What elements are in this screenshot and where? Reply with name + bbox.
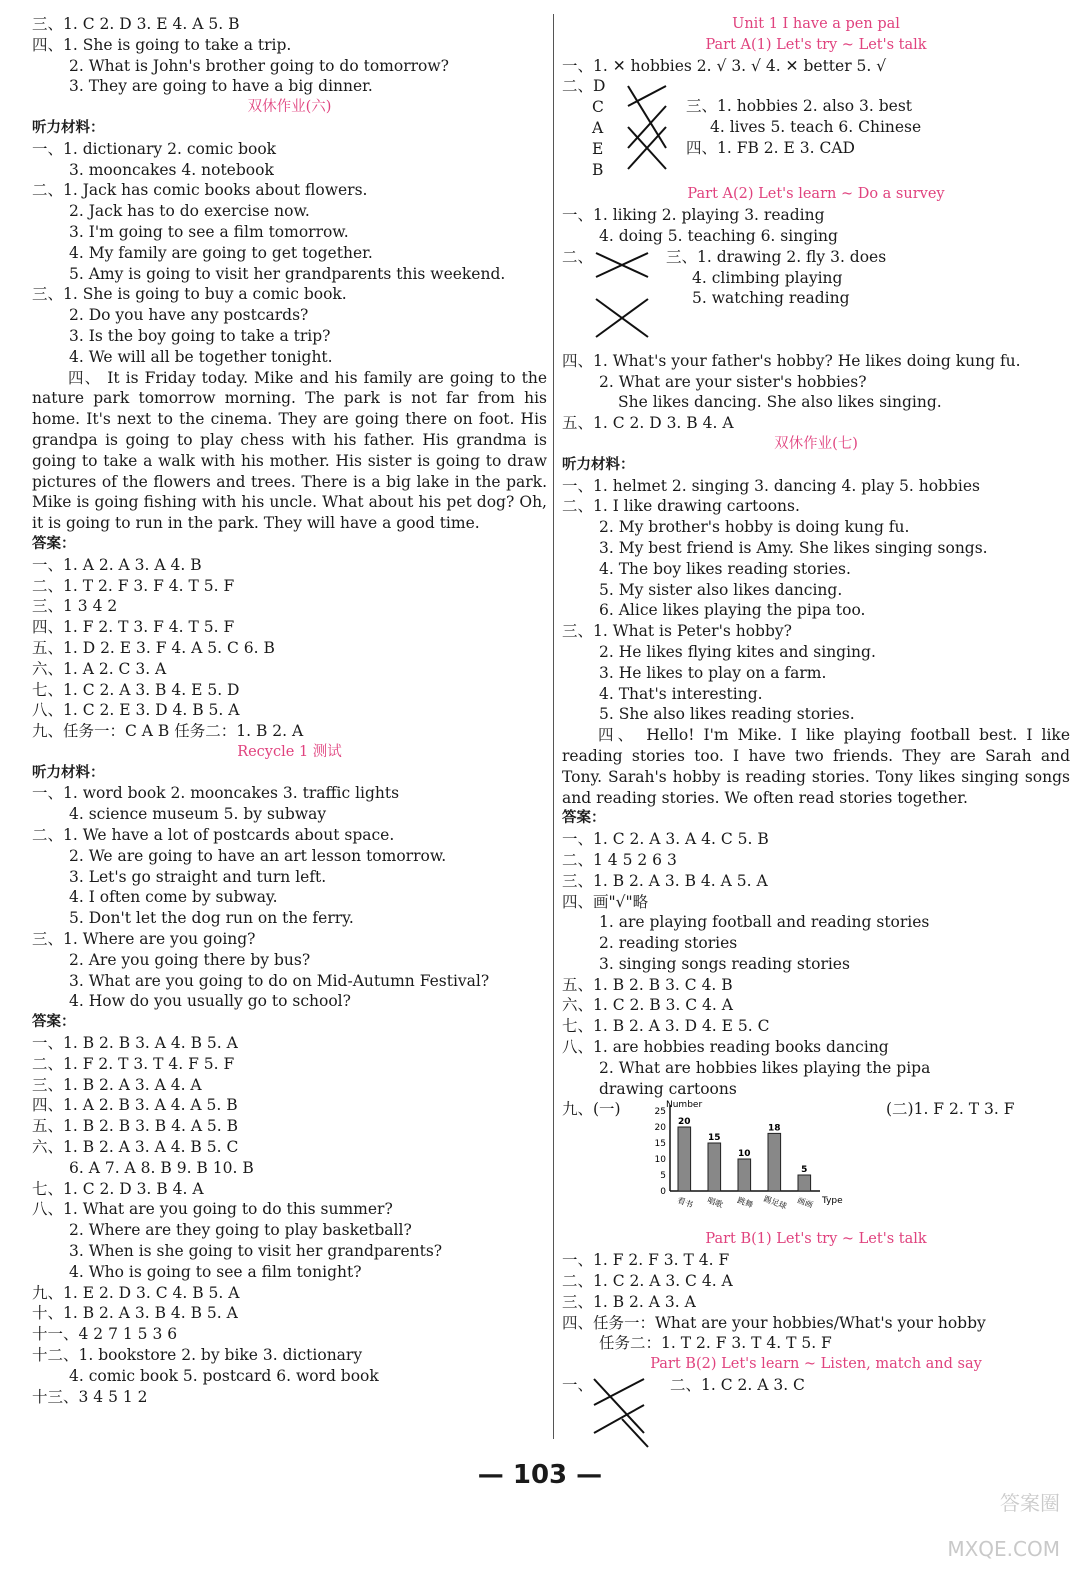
answer-line: 4. lives 5. teach 6. Chinese [710, 118, 922, 137]
bar [678, 1127, 691, 1191]
answer-line: 一、1. ✕ hobbies 2. √ 3. √ 4. ✕ better 5. √ [562, 56, 887, 75]
listening-passage: 四、 Hello! I'm Mike. I like playing football best. I like reading stories too. I have two friends. They are Sarah and Tony. Sarah's hobby is reading stories. Tony likes singing songs and reading stories. We often read stories together. [562, 726, 1070, 807]
answer-line: 三、1. drawing 2. fly 3. does [666, 247, 887, 266]
listening-passage: 四、 It is Friday today. Mike and his family are going to the nature park tomorrow morning. The park is not far from his home. It's next to the cinema. They are going there on foot. His grandpa is going to play chess with his father. His grandma is going to take a walk with his mother. His sister is going to draw pictures of the flowers and trees. There is a big lake in the park. Mike is going fishing with his uncle. What about his pet dog? Oh, it is going to run in the park. They will have a good time. [32, 368, 547, 533]
answer-line: 三、1 3 4 2 [32, 597, 118, 616]
y-tick-label: 5 [660, 1171, 666, 1182]
answer-line: 二、1. I like drawing cartoons. [562, 497, 800, 516]
bar-value-label: 15 [708, 1133, 721, 1144]
match1-letters [562, 76, 606, 184]
subsection-label: 听力材料： [562, 456, 635, 473]
right-column [562, 14, 1070, 1455]
answer-line: 六、1. B 2. A 3. A 4. B 5. C [32, 1138, 239, 1157]
category-label: 画画 [796, 1196, 815, 1211]
answer-line: 2. He likes flying kites and singing. [599, 642, 876, 661]
answer-line: 6. Alice likes playing the pipa too. [599, 601, 866, 620]
answer-line: 5. She also likes reading stories. [599, 705, 855, 724]
section-heading: Part A(2) Let's learn ~ Do a survey [687, 186, 945, 203]
answer-line: 四、1. FB 2. E 3. CAD [686, 138, 855, 157]
y-tick-label: 15 [654, 1139, 666, 1150]
answer-line: 三、1. Where are you going? [32, 930, 256, 949]
answer-line: 二、1. C 2. A 3. C 4. A [562, 1272, 733, 1291]
answer-line: 一、1. dictionary 2. comic book [32, 139, 277, 158]
answer-line: 2. Jack has to do exercise now. [69, 202, 310, 221]
answer-line: 三、1. What is Peter's hobby? [562, 622, 792, 641]
unit1-part-a2 [562, 184, 1070, 246]
answer-line: 2. My brother's hobby is doing kung fu. [599, 518, 910, 537]
bar [738, 1159, 751, 1191]
match-letter: E [592, 139, 604, 158]
x-axis-label: Type [822, 1196, 843, 1207]
watermark-logo: 答案圈 MXQE.COM [947, 1491, 1060, 1561]
match2-prefix: 二、 [562, 247, 594, 266]
answer-line: 三、1. hobbies 2. also 3. best [686, 97, 913, 116]
bar-value-label: 5 [801, 1165, 808, 1176]
answer-line: 4. My family are going to get together. [69, 243, 373, 262]
answer-line: 五、1. C 2. D 3. B 4. A [562, 414, 734, 433]
answer-line: 四、画"√"略 [562, 892, 649, 911]
answer-line: 2. We are going to have an art lesson tomorrow. [69, 846, 447, 865]
answer-line: 四、1. What's your father's hobby? He likes doing kung fu. [562, 351, 1021, 370]
answer-line: 十、1. B 2. A 3. B 4. B 5. A [32, 1304, 238, 1323]
unit1-part-a1 [562, 14, 1070, 76]
answer-line: 七、1. B 2. A 3. D 4. E 5. C [562, 1017, 770, 1036]
answer-line: 4. Who is going to see a film tonight? [69, 1262, 362, 1281]
weekend-homework-7 [562, 351, 1070, 1100]
answer-line: 2. Are you going there by bus? [69, 950, 311, 969]
answer-line: 二、1. We have a lot of postcards about space. [32, 826, 395, 845]
answer-line: 二、1. Jack has comic books about flowers. [32, 181, 368, 200]
answer-line: 2. What are hobbies likes playing the pipa [599, 1058, 931, 1077]
y-tick-label: 10 [654, 1155, 666, 1166]
match2-lines [592, 247, 664, 343]
bar-value-label: 20 [678, 1117, 691, 1128]
match3-prefix: 一、 [562, 1376, 594, 1395]
answer-line: 5. My sister also likes dancing. [599, 580, 843, 599]
answer-line: 5. watching reading [692, 289, 850, 308]
section-heading: Part B(2) Let's learn ~ Listen, match and say [650, 1356, 982, 1373]
section-heading: Part A(1) Let's try ~ Let's talk [705, 36, 927, 53]
answer-line: 5. Amy is going to visit her grandparents this weekend. [69, 264, 506, 283]
answer-line: 三、1. C 2. D 3. E 4. A 5. B [32, 15, 240, 33]
answer-line: 六、1. C 2. B 3. C 4. A [562, 996, 733, 1015]
answer-line: 一、1. liking 2. playing 3. reading [562, 206, 825, 225]
subsection-label: 答案： [562, 810, 606, 827]
category-label: 唱歌 [706, 1196, 725, 1211]
answer-line: 3. mooncakes 4. notebook [69, 160, 274, 179]
answer-line: 2. Where are they going to play basketball? [69, 1221, 412, 1240]
answer-line: 4. How do you usually go to school? [69, 992, 351, 1011]
answer-line: She likes dancing. She also likes singing. [618, 393, 942, 412]
answer-line: 一、1. A 2. A 3. A 4. B [32, 555, 202, 574]
section-heading: 双休作业(六) [247, 99, 332, 116]
answer-line: 2. What is John's brother going to do tomorrow? [69, 56, 449, 75]
answer-line: 八、1. are hobbies reading books dancing [562, 1038, 889, 1057]
answer-line: 3. I'm going to see a film tomorrow. [69, 222, 349, 241]
answer-line: 4. doing 5. teaching 6. singing [599, 226, 838, 245]
subsection-label: 听力材料： [32, 119, 105, 136]
answer-line: 3. My best friend is Amy. She likes singing songs. [599, 538, 988, 557]
chart-row [562, 1099, 1070, 1229]
answer-line: 3. When is she going to visit her grandparents? [69, 1242, 443, 1261]
hobby-bar-chart [640, 1099, 843, 1223]
section-heading: Part B(1) Let's try ~ Let's talk [705, 1231, 927, 1248]
answer-line: 三、1. B 2. A 3. B 4. A 5. A [562, 871, 768, 890]
answer-line: 十三、3 4 5 1 2 [32, 1387, 148, 1406]
page-number: — 103 — [477, 1460, 603, 1490]
matching-block-1 [562, 76, 1070, 184]
bar-value-label: 10 [738, 1149, 751, 1160]
match-letter: A [592, 118, 604, 137]
answer-line: 4. climbing playing [692, 268, 843, 287]
category-label: 跳舞 [736, 1196, 755, 1211]
answer-line: 四、1. F 2. T 3. F 4. T 5. F [32, 618, 235, 637]
answer-line: 七、1. C 2. A 3. B 4. E 5. D [32, 680, 240, 699]
category-label: 踢足球 [762, 1194, 788, 1212]
answer-line: 三、1. B 2. A 3. A [562, 1292, 696, 1311]
bar-value-label: 18 [768, 1123, 781, 1134]
answer-line: 二、1 4 5 2 6 3 [562, 850, 677, 869]
match3-lines [592, 1375, 664, 1451]
answer-line: 4. That's interesting. [599, 684, 763, 703]
answer-line: 2. What are your sister's hobbies? [599, 372, 867, 391]
answer-line: 4. We will all be together tonight. [69, 347, 333, 366]
answer-line: 十一、4 2 7 1 5 3 6 [32, 1325, 178, 1344]
chart-prefix: 九、(一) [562, 1100, 621, 1119]
section-heading: Unit 1 I have a pen pal [732, 16, 900, 32]
answer-line: 3. What are you going to do on Mid-Autumn Festival? [69, 971, 490, 990]
matching-block-2 [562, 247, 1070, 351]
answer-line: 4. science museum 5. by subway [69, 805, 327, 824]
bar [798, 1175, 811, 1191]
y-axis-label: Number [666, 1100, 703, 1111]
answer-line: 1. are playing football and reading stories [599, 913, 930, 932]
y-tick-label: 25 [654, 1107, 666, 1118]
matching-block-3 [562, 1375, 1070, 1455]
match2-answers [664, 247, 886, 351]
bar [768, 1134, 781, 1192]
answer-line: 4. The boy likes reading stories. [599, 559, 851, 578]
bar [708, 1143, 721, 1191]
answer-line: 任务二：1. T 2. F 3. T 4. T 5. F [599, 1334, 832, 1353]
answer-line: 5. Don't let the dog run on the ferry. [69, 909, 354, 928]
answer-line: 二、1. T 2. F 3. F 4. T 5. F [32, 576, 235, 595]
match1-lines [606, 76, 686, 180]
answer-line: 九、任务一：C A B 任务二：1. B 2. A [32, 722, 304, 741]
answer-line: 三、1. She is going to buy a comic book. [32, 285, 347, 304]
answer-line: 四、任务一：What are your hobbies/What's your hobby [562, 1313, 986, 1332]
answer-line: 一、1. word book 2. mooncakes 3. traffic lights [32, 784, 400, 803]
answer-line: 一、1. B 2. B 3. A 4. B 5. A [32, 1034, 238, 1053]
answer-line: 四、1. A 2. B 3. A 4. A 5. B [32, 1096, 238, 1115]
answer-line: 2. Do you have any postcards? [69, 306, 309, 325]
subsection-label: 答案： [32, 1014, 76, 1031]
answer-line: 2. reading stories [599, 934, 738, 953]
match-letter: 二、D [562, 77, 606, 96]
answer-line: 七、1. C 2. D 3. B 4. A [32, 1179, 204, 1198]
answer-line: 4. comic book 5. postcard 6. word book [69, 1366, 379, 1385]
match1-answers [686, 76, 921, 184]
answer-line: 3. He likes to play on a farm. [599, 663, 827, 682]
y-tick-label: 20 [654, 1123, 666, 1134]
answer-line: 六、1. A 2. C 3. A [32, 659, 167, 678]
match3-answers: 二、1. C 2. A 3. C [670, 1376, 805, 1395]
unit1-part-b1 [562, 1229, 1070, 1375]
answer-line: 4. I often come by subway. [69, 888, 278, 907]
answer-line: 一、1. C 2. A 3. A 4. C 5. B [562, 830, 769, 849]
subsection-label: 答案： [32, 535, 76, 552]
answer-line: 6. A 7. A 8. B 9. B 10. B [69, 1158, 254, 1177]
answer-line: 五、1. B 2. B 3. C 4. B [562, 975, 733, 994]
left-column [32, 14, 547, 1407]
answer-line: drawing cartoons [599, 1079, 737, 1098]
answer-line: 四、1. She is going to take a trip. [32, 35, 292, 54]
answer-line: 八、1. C 2. E 3. D 4. B 5. A [32, 701, 240, 720]
chart-after: (二)1. F 2. T 3. F [886, 1100, 1015, 1119]
category-label: 看书 [676, 1196, 695, 1211]
answer-line: 3. Is the boy going to take a trip? [69, 326, 331, 345]
answer-line: 三、1. B 2. A 3. A 4. A [32, 1075, 202, 1094]
answer-line: 九、1. E 2. D 3. C 4. B 5. A [32, 1283, 240, 1302]
answer-line: 3. They are going to have a big dinner. [69, 77, 373, 96]
section-heading: 双休作业(七) [774, 435, 858, 452]
section-heading: Recycle 1 测试 [237, 743, 342, 760]
answer-line: 八、1. What are you going to do this summer? [32, 1200, 393, 1219]
answer-line: 五、1. D 2. E 3. F 4. A 5. C 6. B [32, 638, 275, 657]
match-letter: B [592, 160, 604, 179]
answer-line: 3. Let's go straight and turn left. [69, 867, 327, 886]
subsection-label: 听力材料： [32, 764, 105, 781]
answer-line: 二、1. F 2. T 3. T 4. F 5. F [32, 1054, 235, 1073]
answer-line: 十二、1. bookstore 2. by bike 3. dictionary [32, 1346, 363, 1364]
match-letter: C [592, 98, 604, 117]
answer-line: 3. singing songs reading stories [599, 954, 850, 973]
column-divider [553, 14, 554, 1439]
answer-line: 一、1. F 2. F 3. T 4. F [562, 1251, 730, 1270]
answer-line: 一、1. helmet 2. singing 3. dancing 4. play 5. hobbies [562, 476, 980, 495]
y-tick-label: 0 [660, 1187, 666, 1198]
answer-line: 五、1. B 2. B 3. B 4. A 5. B [32, 1117, 239, 1136]
